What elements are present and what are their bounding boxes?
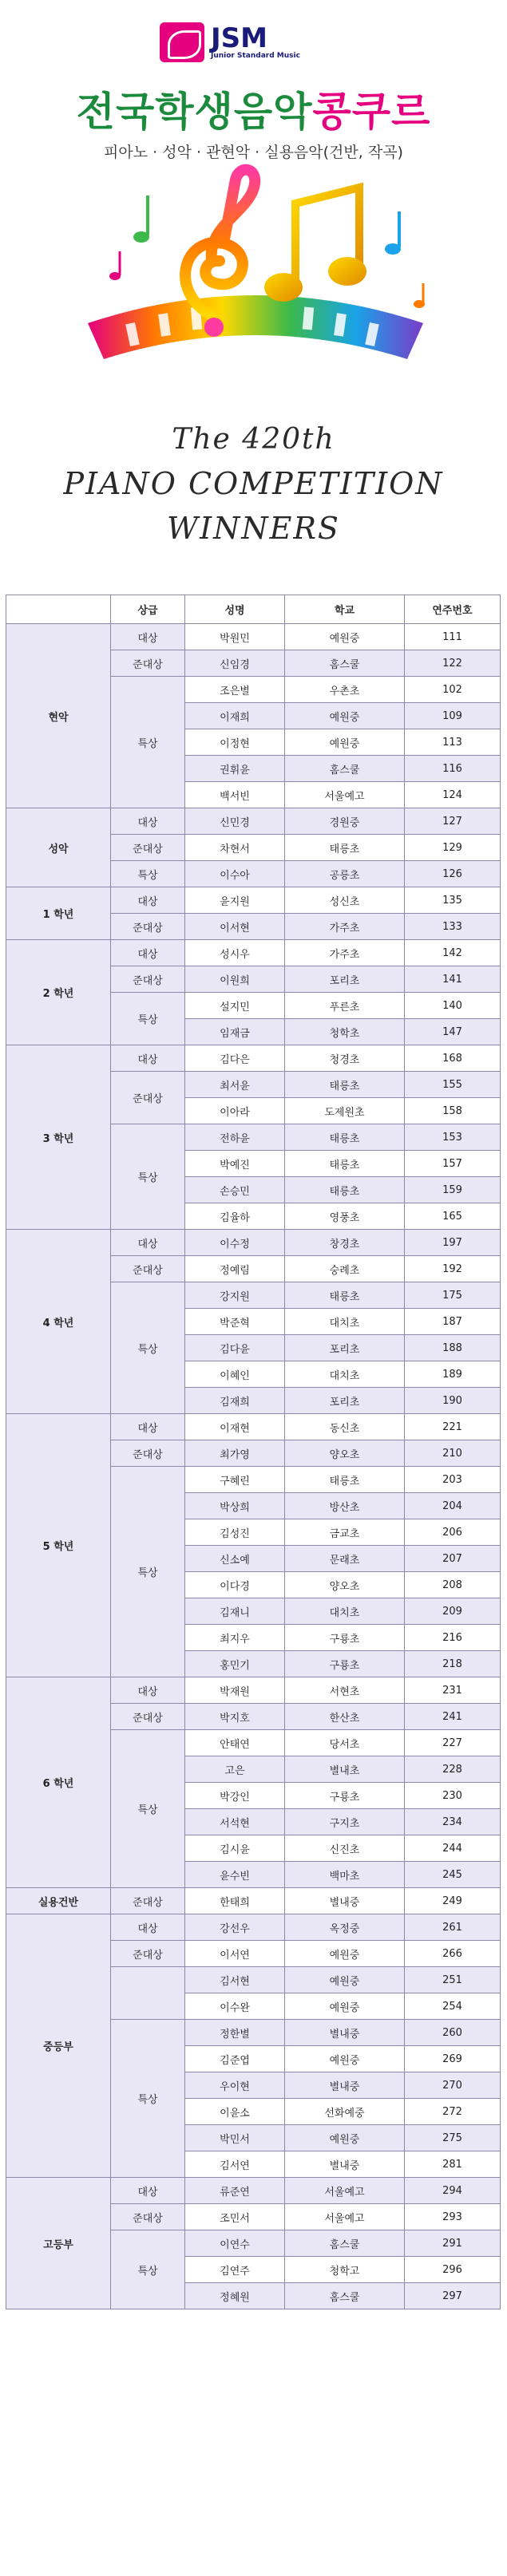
school-cell: 별내중 bbox=[285, 2020, 405, 2046]
number-cell: 140 bbox=[405, 993, 501, 1019]
school-cell: 예원중 bbox=[285, 1941, 405, 1967]
school-cell: 청학초 bbox=[285, 1019, 405, 1045]
title-green: 전국학생음악 bbox=[76, 89, 313, 135]
school-cell: 양오초 bbox=[285, 1572, 405, 1598]
name-cell: 김연주 bbox=[185, 2257, 285, 2283]
table-row bbox=[6, 624, 501, 650]
number-cell: 209 bbox=[405, 1598, 501, 1625]
name-cell: 이정현 bbox=[185, 729, 285, 756]
number-cell: 231 bbox=[405, 1677, 501, 1704]
number-cell: 249 bbox=[405, 1888, 501, 1914]
number-cell: 296 bbox=[405, 2257, 501, 2283]
number-cell: 190 bbox=[405, 1388, 501, 1414]
name-cell: 최가영 bbox=[185, 1440, 285, 1467]
name-cell: 이윤소 bbox=[185, 2099, 285, 2125]
school-cell: 가주초 bbox=[285, 940, 405, 966]
number-cell: 122 bbox=[405, 650, 501, 677]
name-cell: 이서현 bbox=[185, 914, 285, 940]
name-cell: 박원민 bbox=[185, 624, 285, 650]
name-cell: 안태연 bbox=[185, 1730, 285, 1756]
table-row bbox=[6, 887, 501, 914]
music-note-logo-icon bbox=[160, 22, 204, 62]
award-cell bbox=[111, 1967, 185, 2020]
number-cell: 203 bbox=[405, 1467, 501, 1493]
school-cell: 양오초 bbox=[285, 1440, 405, 1467]
number-cell: 266 bbox=[405, 1941, 501, 1967]
name-cell: 박지호 bbox=[185, 1704, 285, 1730]
winners-table bbox=[6, 595, 501, 2309]
table-row bbox=[6, 1230, 501, 1256]
name-cell: 이수아 bbox=[185, 861, 285, 887]
name-cell: 강선우 bbox=[185, 1914, 285, 1941]
subtitle: 피아노 · 성악 · 관현악 · 실용음악(건반, 작곡) bbox=[104, 144, 403, 161]
name-cell: 백서빈 bbox=[185, 782, 285, 808]
school-cell: 공릉초 bbox=[285, 861, 405, 887]
award-cell: 특상 bbox=[111, 1124, 185, 1230]
name-cell: 설지민 bbox=[185, 993, 285, 1019]
name-cell: 김재니 bbox=[185, 1598, 285, 1625]
award-cell: 특상 bbox=[111, 1730, 185, 1888]
number-cell: 270 bbox=[405, 2072, 501, 2099]
award-cell: 특상 bbox=[111, 993, 185, 1045]
school-cell: 서울예고 bbox=[285, 2178, 405, 2204]
award-cell: 특상 bbox=[111, 1282, 185, 1414]
header-name: 성명 bbox=[185, 595, 285, 624]
award-cell: 특상 bbox=[111, 861, 185, 887]
number-cell: 109 bbox=[405, 703, 501, 729]
award-cell: 준대상 bbox=[111, 1704, 185, 1730]
name-cell: 이서연 bbox=[185, 1941, 285, 1967]
name-cell: 류준연 bbox=[185, 2178, 285, 2204]
eng-title-line2: PIANO COMPETITION bbox=[63, 466, 444, 501]
name-cell: 김준엽 bbox=[185, 2046, 285, 2072]
number-cell: 291 bbox=[405, 2230, 501, 2257]
school-cell: 대치초 bbox=[285, 1361, 405, 1388]
category-cell: 고등부 bbox=[6, 2178, 111, 2309]
school-cell: 우촌초 bbox=[285, 677, 405, 703]
award-cell: 대상 bbox=[111, 2178, 185, 2204]
number-cell: 204 bbox=[405, 1493, 501, 1519]
school-cell: 태릉초 bbox=[285, 1124, 405, 1151]
school-cell: 신진초 bbox=[285, 1835, 405, 1862]
number-cell: 159 bbox=[405, 1177, 501, 1203]
name-cell: 서석현 bbox=[185, 1809, 285, 1835]
table-row bbox=[6, 1914, 501, 1941]
table-row bbox=[6, 1888, 501, 1914]
school-cell: 방산초 bbox=[285, 1493, 405, 1519]
category-cell: 현악 bbox=[6, 624, 111, 808]
page-title bbox=[0, 80, 507, 137]
table-row bbox=[6, 808, 501, 835]
name-cell: 김율하 bbox=[185, 1203, 285, 1230]
award-cell: 준대상 bbox=[111, 1256, 185, 1282]
school-cell: 구지초 bbox=[285, 1809, 405, 1835]
number-cell: 261 bbox=[405, 1914, 501, 1941]
number-cell: 102 bbox=[405, 677, 501, 703]
award-cell: 준대상 bbox=[111, 1888, 185, 1914]
logo-text: JSM bbox=[211, 22, 267, 54]
school-cell: 홈스쿨 bbox=[285, 756, 405, 782]
number-cell: 244 bbox=[405, 1835, 501, 1862]
number-cell: 141 bbox=[405, 966, 501, 993]
name-cell: 김시윤 bbox=[185, 1835, 285, 1862]
number-cell: 157 bbox=[405, 1151, 501, 1177]
school-cell: 한산초 bbox=[285, 1704, 405, 1730]
school-cell: 홈스쿨 bbox=[285, 2283, 405, 2309]
header-award: 상급 bbox=[111, 595, 185, 624]
school-cell: 포리초 bbox=[285, 1388, 405, 1414]
school-cell: 서현초 bbox=[285, 1677, 405, 1704]
number-cell: 281 bbox=[405, 2151, 501, 2178]
school-cell: 대치초 bbox=[285, 1598, 405, 1625]
school-cell: 구룡초 bbox=[285, 1783, 405, 1809]
name-cell: 이수정 bbox=[185, 1230, 285, 1256]
school-cell: 태릉초 bbox=[285, 1467, 405, 1493]
name-cell: 조은별 bbox=[185, 677, 285, 703]
number-cell: 230 bbox=[405, 1783, 501, 1809]
award-cell: 대상 bbox=[111, 624, 185, 650]
category-cell: 6 학년 bbox=[6, 1677, 111, 1888]
name-cell: 이수완 bbox=[185, 1993, 285, 2020]
number-cell: 135 bbox=[405, 887, 501, 914]
number-cell: 175 bbox=[405, 1282, 501, 1309]
award-cell: 준대상 bbox=[111, 966, 185, 993]
award-cell: 대상 bbox=[111, 940, 185, 966]
name-cell: 김재희 bbox=[185, 1388, 285, 1414]
school-cell: 구룡초 bbox=[285, 1625, 405, 1651]
award-cell: 대상 bbox=[111, 1414, 185, 1440]
name-cell: 이혜인 bbox=[185, 1361, 285, 1388]
school-cell: 금교초 bbox=[285, 1519, 405, 1546]
award-cell: 대상 bbox=[111, 1914, 185, 1941]
name-cell: 박강인 bbox=[185, 1783, 285, 1809]
category-cell: 중등부 bbox=[6, 1914, 111, 2178]
category-cell: 성악 bbox=[6, 808, 111, 887]
number-cell: 153 bbox=[405, 1124, 501, 1151]
school-cell: 예원중 bbox=[285, 1967, 405, 1993]
award-cell: 준대상 bbox=[111, 2204, 185, 2230]
name-cell: 최지우 bbox=[185, 1625, 285, 1651]
number-cell: 208 bbox=[405, 1572, 501, 1598]
jsm-logo bbox=[160, 19, 300, 65]
table-row bbox=[6, 1677, 501, 1704]
table-header-row bbox=[6, 595, 501, 624]
title-pink: 콩쿠르 bbox=[312, 89, 431, 135]
number-cell: 234 bbox=[405, 1809, 501, 1835]
school-cell: 홈스쿨 bbox=[285, 650, 405, 677]
school-cell: 도제원초 bbox=[285, 1098, 405, 1124]
number-cell: 272 bbox=[405, 2099, 501, 2125]
school-cell: 서울예고 bbox=[285, 782, 405, 808]
name-cell: 한태희 bbox=[185, 1888, 285, 1914]
table-body bbox=[6, 624, 501, 2309]
school-cell: 예원중 bbox=[285, 703, 405, 729]
number-cell: 129 bbox=[405, 835, 501, 861]
school-cell: 창경초 bbox=[285, 1230, 405, 1256]
music-illustration bbox=[72, 164, 439, 363]
name-cell: 조민서 bbox=[185, 2204, 285, 2230]
name-cell: 신임경 bbox=[185, 650, 285, 677]
number-cell: 197 bbox=[405, 1230, 501, 1256]
award-cell: 특상 bbox=[111, 677, 185, 808]
name-cell: 정예림 bbox=[185, 1256, 285, 1282]
number-cell: 113 bbox=[405, 729, 501, 756]
number-cell: 294 bbox=[405, 2178, 501, 2204]
award-cell: 준대상 bbox=[111, 835, 185, 861]
award-cell: 대상 bbox=[111, 1045, 185, 1072]
category-cell: 4 학년 bbox=[6, 1230, 111, 1414]
category-cell: 1 학년 bbox=[6, 887, 111, 940]
category-cell: 5 학년 bbox=[6, 1414, 111, 1677]
number-cell: 192 bbox=[405, 1256, 501, 1282]
number-cell: 241 bbox=[405, 1704, 501, 1730]
school-cell: 문래초 bbox=[285, 1546, 405, 1572]
name-cell: 김서현 bbox=[185, 1967, 285, 1993]
number-cell: 189 bbox=[405, 1361, 501, 1388]
number-cell: 116 bbox=[405, 756, 501, 782]
number-cell: 260 bbox=[405, 2020, 501, 2046]
header-category bbox=[6, 595, 111, 624]
category-cell: 3 학년 bbox=[6, 1045, 111, 1230]
award-cell: 준대상 bbox=[111, 650, 185, 677]
number-cell: 165 bbox=[405, 1203, 501, 1230]
school-cell: 예원중 bbox=[285, 1993, 405, 2020]
name-cell: 손승민 bbox=[185, 1177, 285, 1203]
school-cell: 대치초 bbox=[285, 1309, 405, 1335]
header-number: 연주번호 bbox=[405, 595, 501, 624]
award-cell: 준대상 bbox=[111, 1072, 185, 1124]
table-row bbox=[6, 1414, 501, 1440]
number-cell: 155 bbox=[405, 1072, 501, 1098]
name-cell: 차현서 bbox=[185, 835, 285, 861]
number-cell: 254 bbox=[405, 1993, 501, 2020]
name-cell: 신소예 bbox=[185, 1546, 285, 1572]
number-cell: 210 bbox=[405, 1440, 501, 1467]
number-cell: 251 bbox=[405, 1967, 501, 1993]
number-cell: 187 bbox=[405, 1309, 501, 1335]
school-cell: 청학고 bbox=[285, 2257, 405, 2283]
school-cell: 당서초 bbox=[285, 1730, 405, 1756]
header-school: 학교 bbox=[285, 595, 405, 624]
name-cell: 홍민기 bbox=[185, 1651, 285, 1677]
school-cell: 태릉초 bbox=[285, 1282, 405, 1309]
school-cell: 경원중 bbox=[285, 808, 405, 835]
name-cell: 성시우 bbox=[185, 940, 285, 966]
school-cell: 예원중 bbox=[285, 2046, 405, 2072]
table-row bbox=[6, 940, 501, 966]
school-cell: 백마초 bbox=[285, 1862, 405, 1888]
category-cell: 2 학년 bbox=[6, 940, 111, 1045]
name-cell: 신민경 bbox=[185, 808, 285, 835]
number-cell: 218 bbox=[405, 1651, 501, 1677]
number-cell: 188 bbox=[405, 1335, 501, 1361]
school-cell: 가주초 bbox=[285, 914, 405, 940]
award-cell: 준대상 bbox=[111, 914, 185, 940]
award-cell: 특상 bbox=[111, 2020, 185, 2178]
name-cell: 권휘윤 bbox=[185, 756, 285, 782]
award-cell: 준대상 bbox=[111, 1440, 185, 1467]
name-cell: 이원희 bbox=[185, 966, 285, 993]
school-cell: 예원중 bbox=[285, 2125, 405, 2151]
number-cell: 133 bbox=[405, 914, 501, 940]
award-cell: 특상 bbox=[111, 2230, 185, 2309]
name-cell: 고은 bbox=[185, 1756, 285, 1783]
number-cell: 126 bbox=[405, 861, 501, 887]
name-cell: 김성진 bbox=[185, 1519, 285, 1546]
name-cell: 박준혁 bbox=[185, 1309, 285, 1335]
number-cell: 158 bbox=[405, 1098, 501, 1124]
name-cell: 정한별 bbox=[185, 2020, 285, 2046]
award-cell: 대상 bbox=[111, 1230, 185, 1256]
school-cell: 예원중 bbox=[285, 729, 405, 756]
name-cell: 이재희 bbox=[185, 703, 285, 729]
name-cell: 임재금 bbox=[185, 1019, 285, 1045]
table-row bbox=[6, 2178, 501, 2204]
award-cell: 대상 bbox=[111, 1677, 185, 1704]
name-cell: 윤수빈 bbox=[185, 1862, 285, 1888]
school-cell: 태릉초 bbox=[285, 1151, 405, 1177]
school-cell: 푸른초 bbox=[285, 993, 405, 1019]
school-cell: 별내중 bbox=[285, 1888, 405, 1914]
number-cell: 275 bbox=[405, 2125, 501, 2151]
award-cell: 특상 bbox=[111, 1467, 185, 1677]
number-cell: 227 bbox=[405, 1730, 501, 1756]
school-cell: 청경초 bbox=[285, 1045, 405, 1072]
school-cell: 구룡초 bbox=[285, 1651, 405, 1677]
school-cell: 숭례초 bbox=[285, 1256, 405, 1282]
award-cell: 대상 bbox=[111, 808, 185, 835]
school-cell: 홈스쿨 bbox=[285, 2230, 405, 2257]
school-cell: 영풍초 bbox=[285, 1203, 405, 1230]
school-cell: 예원중 bbox=[285, 624, 405, 650]
school-cell: 포리초 bbox=[285, 1335, 405, 1361]
logo-subtext: Junior Standard Music bbox=[211, 52, 300, 60]
name-cell: 박예진 bbox=[185, 1151, 285, 1177]
number-cell: 297 bbox=[405, 2283, 501, 2309]
school-cell: 선화예중 bbox=[285, 2099, 405, 2125]
name-cell: 박재원 bbox=[185, 1677, 285, 1704]
number-cell: 147 bbox=[405, 1019, 501, 1045]
name-cell: 이다경 bbox=[185, 1572, 285, 1598]
number-cell: 216 bbox=[405, 1625, 501, 1651]
school-cell: 옥정중 bbox=[285, 1914, 405, 1941]
name-cell: 김다윤 bbox=[185, 1335, 285, 1361]
number-cell: 142 bbox=[405, 940, 501, 966]
number-cell: 221 bbox=[405, 1414, 501, 1440]
name-cell: 우이현 bbox=[185, 2072, 285, 2099]
number-cell: 269 bbox=[405, 2046, 501, 2072]
name-cell: 이연수 bbox=[185, 2230, 285, 2257]
school-cell: 성신초 bbox=[285, 887, 405, 914]
name-cell: 정혜원 bbox=[185, 2283, 285, 2309]
name-cell: 강지원 bbox=[185, 1282, 285, 1309]
category-cell: 실용건반 bbox=[6, 1888, 111, 1914]
number-cell: 207 bbox=[405, 1546, 501, 1572]
number-cell: 293 bbox=[405, 2204, 501, 2230]
number-cell: 111 bbox=[405, 624, 501, 650]
eng-title-line3: WINNERS bbox=[167, 511, 340, 546]
name-cell: 윤지원 bbox=[185, 887, 285, 914]
school-cell: 태릉초 bbox=[285, 1072, 405, 1098]
school-cell: 포리초 bbox=[285, 966, 405, 993]
school-cell: 별내초 bbox=[285, 1756, 405, 1783]
number-cell: 206 bbox=[405, 1519, 501, 1546]
poster-header bbox=[0, 0, 507, 575]
school-cell: 별내중 bbox=[285, 2072, 405, 2099]
number-cell: 127 bbox=[405, 808, 501, 835]
name-cell: 이재현 bbox=[185, 1414, 285, 1440]
name-cell: 구혜린 bbox=[185, 1467, 285, 1493]
school-cell: 동신초 bbox=[285, 1414, 405, 1440]
number-cell: 124 bbox=[405, 782, 501, 808]
name-cell: 최서윤 bbox=[185, 1072, 285, 1098]
award-cell: 준대상 bbox=[111, 1941, 185, 1967]
table-row bbox=[6, 1045, 501, 1072]
number-cell: 228 bbox=[405, 1756, 501, 1783]
school-cell: 별내중 bbox=[285, 2151, 405, 2178]
name-cell: 김서연 bbox=[185, 2151, 285, 2178]
name-cell: 박민서 bbox=[185, 2125, 285, 2151]
number-cell: 168 bbox=[405, 1045, 501, 1072]
eng-title-line1: The 420th bbox=[172, 423, 335, 456]
name-cell: 김다은 bbox=[185, 1045, 285, 1072]
number-cell: 245 bbox=[405, 1862, 501, 1888]
school-cell: 서울예고 bbox=[285, 2204, 405, 2230]
school-cell: 태릉초 bbox=[285, 835, 405, 861]
award-cell: 대상 bbox=[111, 887, 185, 914]
name-cell: 박상희 bbox=[185, 1493, 285, 1519]
name-cell: 전하윤 bbox=[185, 1124, 285, 1151]
name-cell: 이아라 bbox=[185, 1098, 285, 1124]
school-cell: 태릉초 bbox=[285, 1177, 405, 1203]
